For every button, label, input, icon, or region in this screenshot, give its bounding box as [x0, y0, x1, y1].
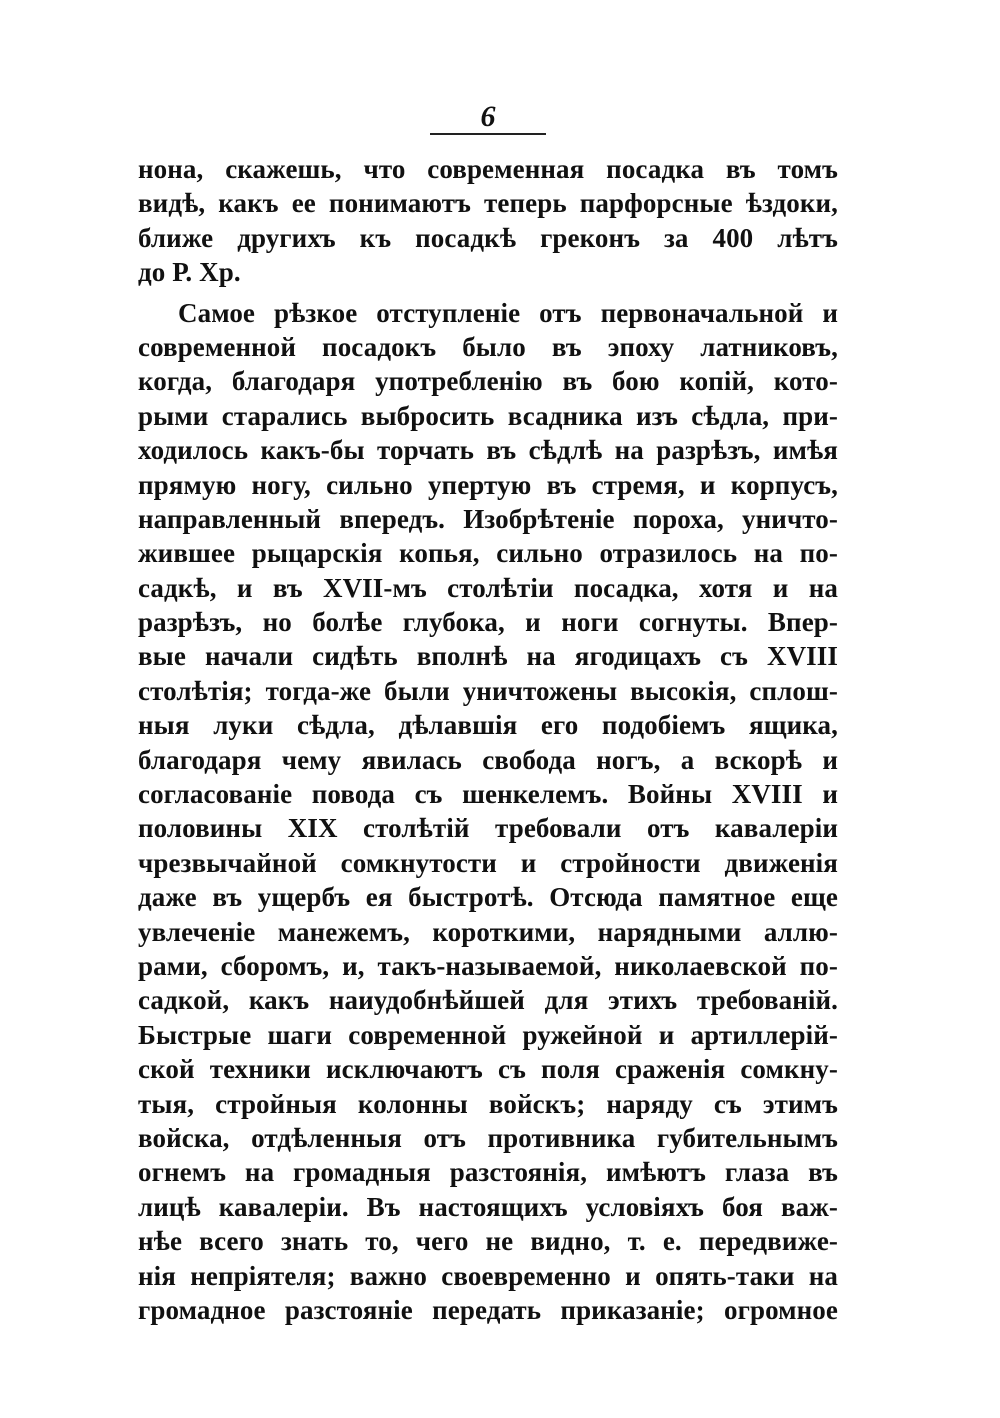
text-line: чрезвычайной сомкнутости и стройности движенія [138, 847, 838, 878]
page-number-rule [430, 133, 546, 135]
text-line: направленный впередъ. Изобрѣтеніе пороха, уничто- [138, 503, 838, 534]
text-line: прямую ногу, сильно упертую въ стремя, и корпусъ, [138, 469, 838, 500]
text-line: видѣ, какъ ее понимаютъ теперь парфорсные ѣздоки, [138, 188, 838, 219]
text-line: современной посадокъ было въ эпоху латниковъ, [138, 331, 838, 362]
text-line: лицѣ кавалеріи. Въ настоящихъ условіяхъ боя важ- [138, 1191, 838, 1222]
text-line: даже въ ущербъ ея быстротѣ. Отсюда памятное еще [138, 882, 838, 913]
text-line: садкѣ, и въ XVII-мъ столѣтіи посадка, хотя и на [138, 572, 838, 603]
text-line: ближе другихъ къ посадкѣ греконъ за 400 лѣтъ [138, 222, 838, 253]
text-line: громадное разстояніе передать приказаніе; огромное [138, 1294, 838, 1325]
text-line: ской техники исключаютъ съ поля сраженія сомкну- [138, 1054, 838, 1085]
text-line: Быстрые шаги современной ружейной и артиллерій- [138, 1019, 838, 1050]
text-line: увлеченіе манежемъ, короткими, нарядными аллю- [138, 916, 838, 947]
body-text [138, 152, 838, 1327]
text-line: разрѣзъ, но болѣе глубока, и ноги согнуты. Впер- [138, 607, 838, 638]
text-line: садкой, какъ наиудобнѣйшей для этихъ требованій. [138, 985, 838, 1016]
text-line: тыя, стройныя колонны войскъ; наряду съ этимъ [138, 1088, 838, 1119]
text-line: до Р. Хр. [138, 257, 241, 288]
text-line: нѣе всего знать то, чего не видно, т. е. передвиже- [138, 1226, 838, 1257]
text-line: войска, отдѣленныя отъ противника губительнымъ [138, 1122, 838, 1153]
text-line: благодаря чему явилась свобода ногъ, а вскорѣ и [138, 744, 838, 775]
text-line: рами, сборомъ, и, такъ-называемой, николаевской по- [138, 950, 838, 981]
text-line: огнемъ на громадныя разстоянія, имѣютъ глаза въ [138, 1157, 838, 1188]
text-line: Самое рѣзкое отступленіе отъ первоначальной и [178, 297, 838, 328]
text-line: вые начали сидѣть вполнѣ на ягодицахъ съ XVIII [138, 641, 838, 672]
text-line: нона, скажешь, что современная посадка въ томъ [138, 154, 838, 184]
text-line: ныя луки сѣдла, дѣлавшія его подобіемъ ящика, [138, 710, 838, 741]
text-line: рыми старались выбросить всадника изъ сѣдла, при- [138, 400, 838, 431]
text-line: когда, благодаря употребленію въ бою копій, кото- [138, 366, 838, 397]
text-line: столѣтія; тогда-же были уничтожены высокія, сплош- [138, 675, 838, 706]
text-line: нія непріятеля; важно своевременно и опять-таки на [138, 1260, 838, 1291]
text-line: согласованіе повода съ шенкелемъ. Войны XVIII и [138, 779, 838, 810]
page-number: 6 [480, 100, 496, 133]
text-line: ходилось какъ-бы торчать въ сѣдлѣ на разрѣзъ, имѣя [138, 435, 838, 466]
text-line: жившее рыцарскія копья, сильно отразилось на по- [138, 538, 838, 569]
text-line: половины XIX столѣтій требовали отъ кавалеріи [138, 813, 838, 844]
